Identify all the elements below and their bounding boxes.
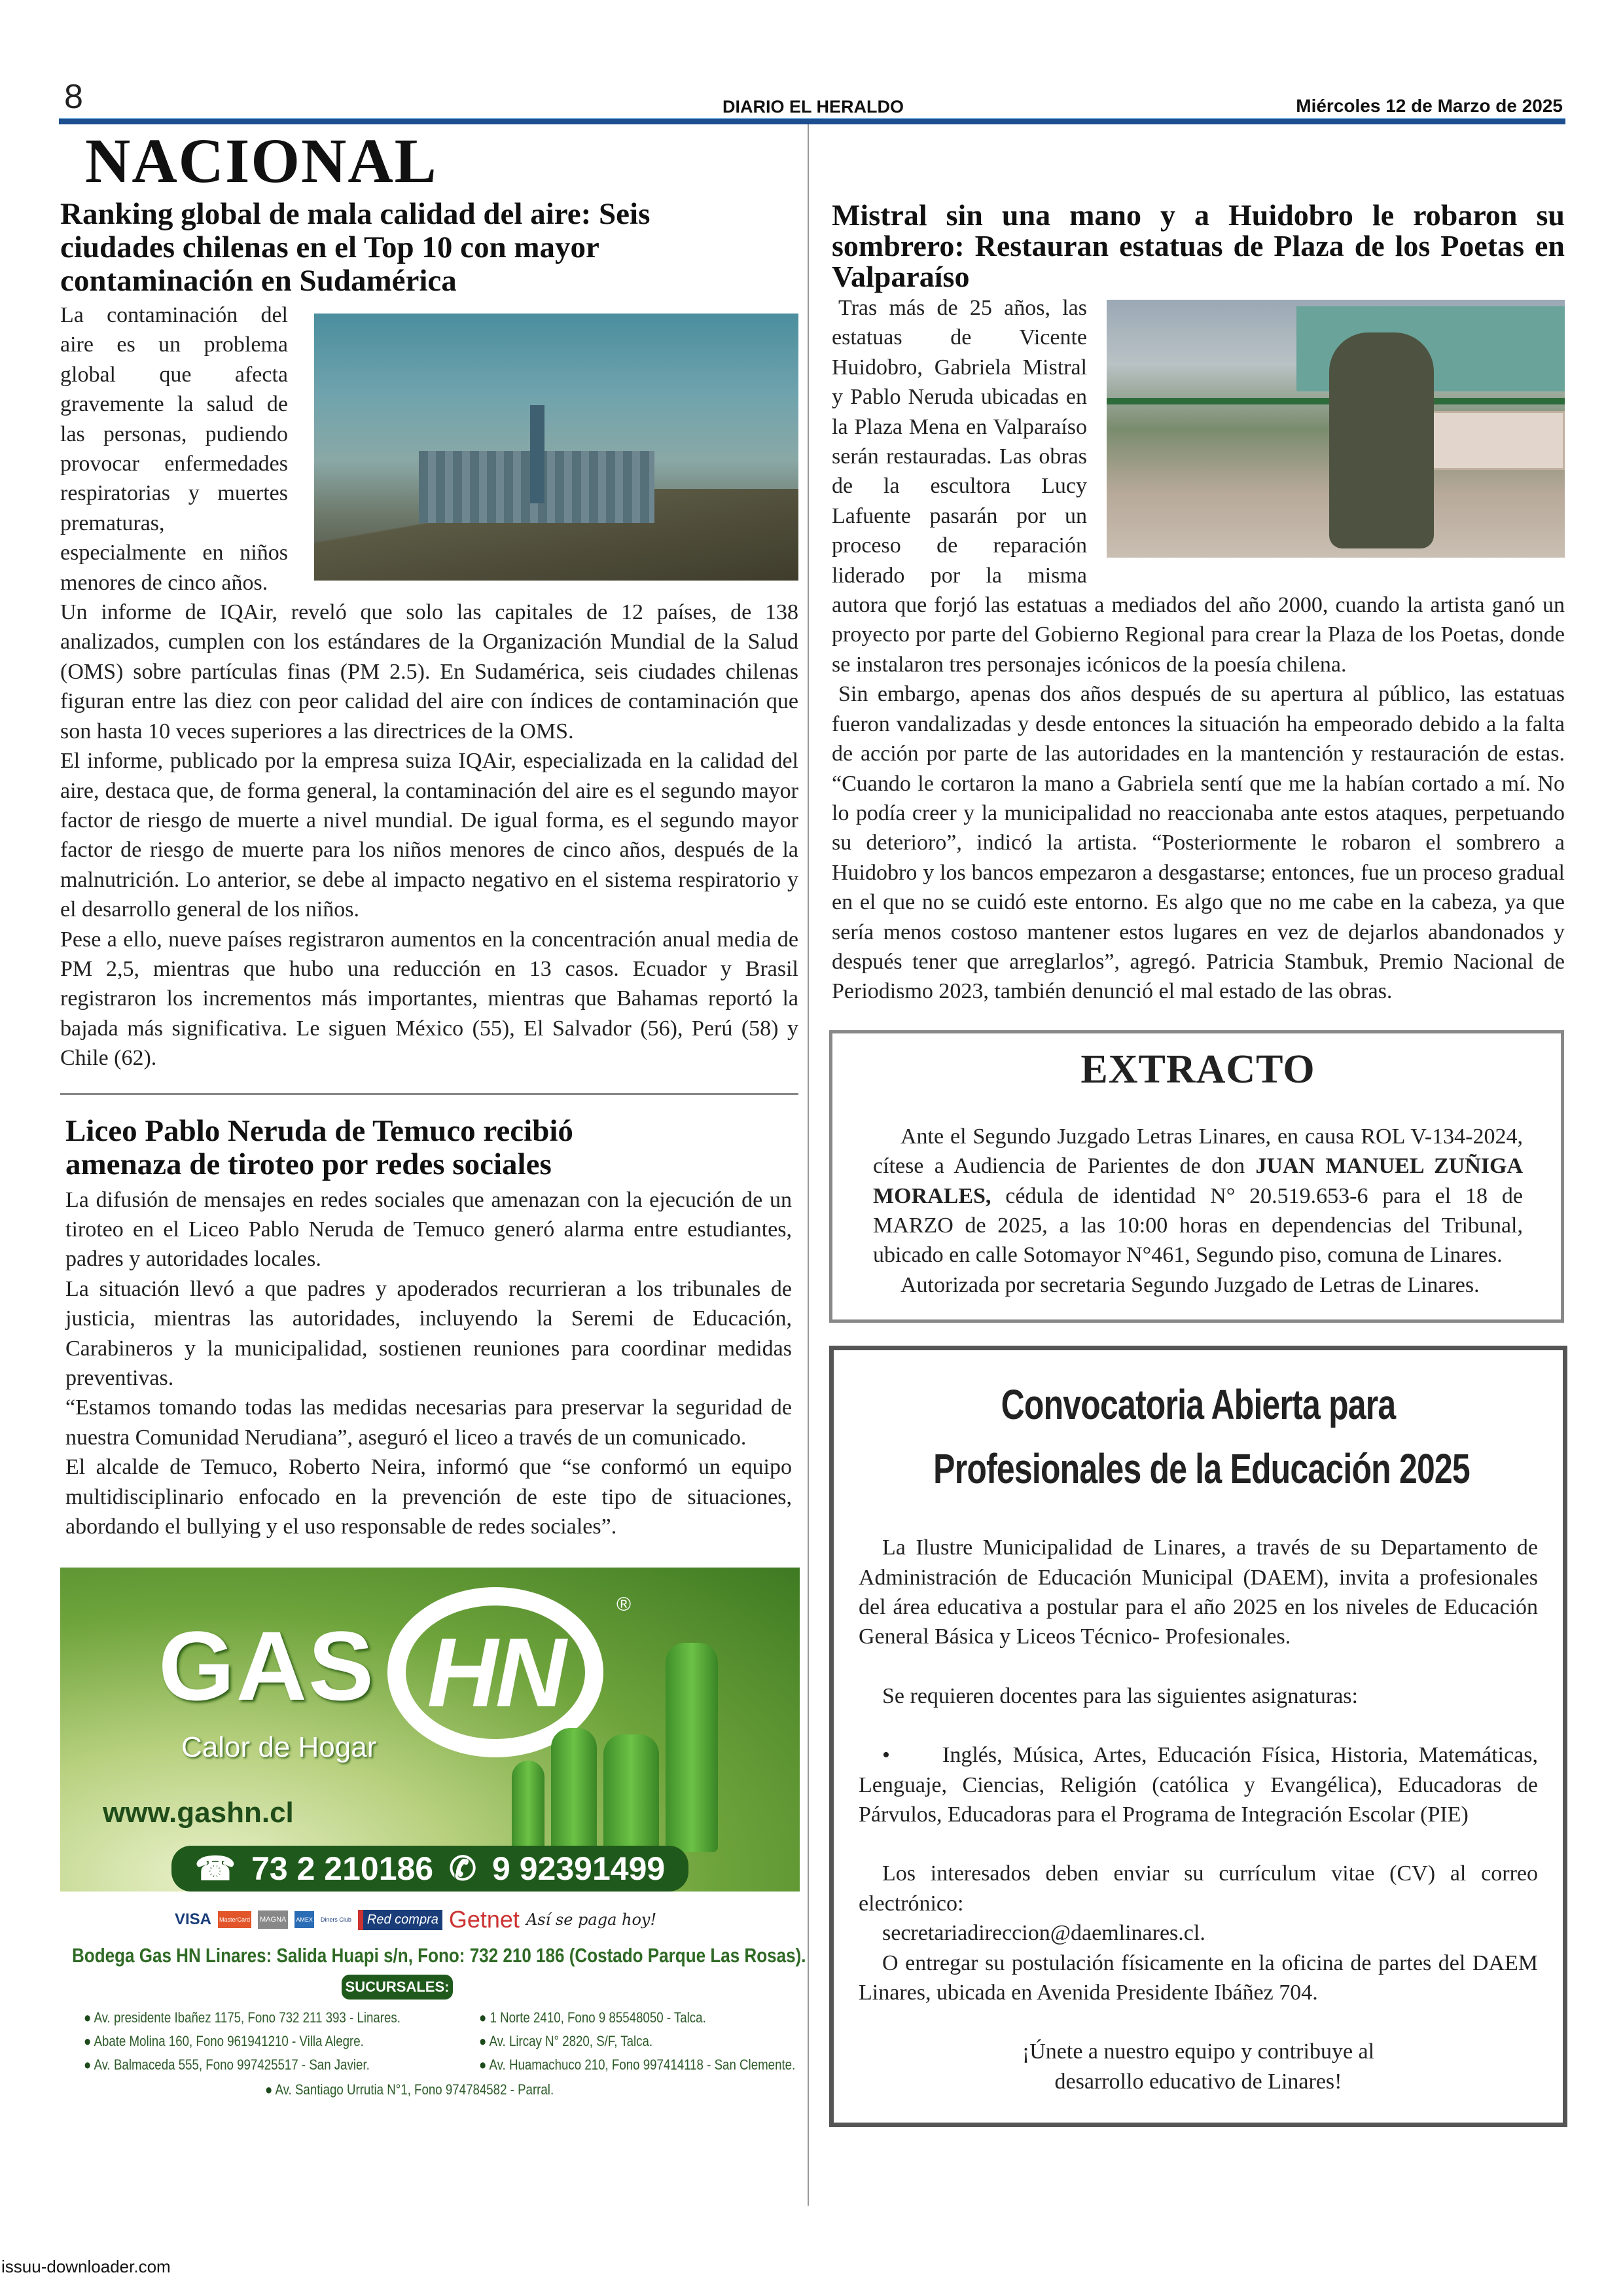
website: www.gashn.cl [103,1797,294,1829]
gas-cylinder-icon [603,1734,659,1852]
branch-item: ● Abate Molina 160, Fono 961941210 - Villa Alegre. [84,2033,401,2050]
paragraph: La situación llevó a que padres y apoderados recurrieran a los tribunales de justicia, mientras las autoridades, incluyendo la Seremi de Educación, Carabineros y la municipalidad, sostienen reuniones para coordinar medidas preventivas. [65,1276,792,1390]
gas-cylinder-icon [512,1761,544,1852]
statue-photo [1107,300,1565,558]
branch-item: ● 1 Norte 2410, Fono 9 85548050 - Talca. [479,2009,795,2026]
redcompra-logo: Red compra [358,1910,442,1930]
visa-logo: VISA [175,1910,212,1929]
bodega-address: Bodega Gas HN Linares: Salida Huapi s/n, Fono: 732 210 186 (Costado Parque Las Rosas). [72,1944,806,1967]
right-column [829,200,1567,2127]
diners-logo: Diners Club [320,1916,351,1924]
left-column [60,126,806,2108]
extracto-paragraph [873,1122,1523,1270]
column-divider [808,124,809,2206]
ad-footer [60,1892,806,2108]
paragraph: El alcalde de Temuco, Roberto Neira, informó que “se conformó un equipo multidisciplinario enfocado en la prevención de este tipo de situaciones, abordando el bullying y el uso responsable de redes sociales”. [65,1455,792,1539]
text: cédula de identidad N° 20.519.653-6 para el 18 de MARZO de 2025, a las 10:00 horas en dependencias del Tribunal, ubicado en calle Sotomayor N°461, Segundo piso, comuna de Linares. [873,1183,1523,1268]
magna-logo: MAGNA [258,1910,288,1929]
payment-tagline: Así se paga hoy! [526,1910,657,1929]
article-headline: Mistral sin una mano y a Huidobro le robaron su sombrero: Restauran estatuas de Plaza de los Poetas en Valparaíso [832,198,1565,293]
article-divider [60,1093,798,1095]
article-liceo-threat [60,1115,798,1542]
getnet-logo: Getnet [448,1906,520,1933]
paragraph: O entregar su postulación físicamente en la oficina de partes del DAEM Linares, ubicada en Avenida Presidente Ibáñez 704. [859,1950,1538,2005]
spacer [859,1652,1538,1681]
slogan: Calor de Hogar [181,1731,377,1764]
sucursales-left [84,2009,456,2080]
branch-item: ● Av. Lircay N° 2820, S/F, Talca. [479,2033,795,2050]
branch-item: ● Av. Balmaceda 555, Fono 997425517 - San Javier. [84,2056,401,2073]
article-headline: Ranking global de mala calidad del aire: Seis ciudades chilenas en el Top 10 con mayor contaminación en Sudamérica [60,197,651,298]
paragraph: Se requieren docentes para las siguientes asignaturas: [882,1683,1358,1708]
spacer [859,1829,1538,1859]
branch-item: ● Av. Huamachuco 210, Fono 997414118 - San Clemente. [479,2056,795,2073]
extracto-title: EXTRACTO [1080,1047,1315,1092]
contact-email[interactable]: secretariadireccion@daemlinares.cl. [882,1921,1205,1946]
brand-gas: GAS [158,1611,376,1721]
subjects-list: Inglés, Música, Artes, Educación Física, Historia, Matemáticas, Lenguaje, Ciencias, Religión (católica y Evangélica), Educadoras de Párvulos, Educadoras para el Programa de Integración Escolar (PIE) [859,1743,1538,1827]
text: Ante el Segundo Juzgado Letras Linares, en causa ROL V-134-2024, cítese a Audiencia de Parientes de don [873,1124,1523,1179]
paragraph: Sin embargo, apenas dos años después de su apertura al público, las estatuas fueron vandalizadas y desde entonces la situación ha empeorado debido a la falta de acción por parte de las autoridades en la mantención y restauración de estas. “Cuando le cortaron la mano a Gabriela sentí que me la habían cortado a mí. No lo podía creer y la municipalidad no reaccionaba ante estos ataques, perpetuando su deterioro”, indicó la artista. “Posteriormente le robaron el sombrero a Huidobro y los bancos empezaron a desgastarse; entonces, fue un proceso gradual en el que no se cuidó este entorno. Es algo que no me cabe en la cabeza, ya que sería menos costoso mantener estos lugares en vez de dejarlos abandonados y después tener que arreglarlos”, agregó. Patricia Stambuk, Premio Nacional de Periodismo 2023, también denunció el mal estado de las obras. [832,682,1565,1004]
header-rule [59,118,1565,124]
paragraph: La difusión de mensajes en redes sociales que amenazan con la ejecución de un tiroteo en el Liceo Pablo Neruda de Temuco generó alarma entre estudiantes, padres y autoridades locales. [65,1187,792,1272]
spacer [859,1711,1538,1740]
section-title: NACIONAL [85,126,438,196]
article-headline: Liceo Pablo Neruda de Temuco recibió amenaza de tiroteo por redes sociales [65,1113,573,1181]
hn-logo: HN [387,1587,603,1757]
paragraph: La Ilustre Municipalidad de Linares, a través de su Departamento de Administración de Educación Municipal (DAEM), invita a profesionales del área educativa a postular para el año 2025 en los niveles de Educación General Básica y Liceos Técnico- Profesionales. [859,1535,1538,1649]
page-number: 8 [64,78,83,116]
convocatoria-title-line1: Convocatoria Abierta para [1001,1381,1396,1429]
paragraph: La contaminación del aire es un problema global que afecta gravemente la salud de las personas, pudiendo provocar enfermedades respiratorias y muertes prematuras, especialmente en niños menores de cinco años. [60,303,288,595]
spacer [859,2007,1538,2037]
paragraph: Un informe de IQAir, reveló que solo las capitales de 12 países, de 138 analizados, cumplen con los estándares de la Organización Mundial de la Salud (OMS) sobre partículas finas (PM 2.5). En Sudamérica, seis ciudades chilenas figuran entre las diez con peor calidad del aire con índices de contaminación que son hasta 10 veces superiores a las directrices de la OMS. [60,600,798,744]
extracto-notice [829,1030,1564,1323]
convocatoria-title-line2: Profesionales de la Educación 2025 [933,1445,1470,1493]
extracto-authorization: Autorizada por secretaria Segundo Juzgado de Letras de Linares. [901,1272,1480,1297]
article-poets-statues [829,200,1565,1007]
telephone-icon: ☎ [194,1850,236,1888]
whatsapp-icon: ✆ [449,1850,477,1888]
paragraph: Pese a ello, nueve países registraron aumentos en la concentración anual media de PM 2,5, mientras que hubo una reducción en 13 casos. Ecuador y Brasil registraron los incrementos más importantes, mientras que Bahamas reportó la bajada más significativa. Le siguen México (55), El Salvador (56), Perú (58) y Chile (62). [60,927,798,1071]
subjects-bullet: • Inglés, Música, Artes, Educación Física, Historia, Matemáticas, Lenguaje, Ciencias, Religión (católica y Evangélica), Educadoras de Párvulos, Educadoras para el Programa de Integración Escolar (PIE) [859,1743,1538,1827]
paragraph: “Estamos tomando todas las medidas necesarias para preservar la seguridad de nuestra Comunidad Nerudiana”, aseguró el liceo a través de un comunicado. [65,1395,792,1450]
gas-cylinder-icon [551,1728,597,1852]
paragraph: Los interesados deben enviar su currículum vitae (CV) al correo electrónico: [859,1861,1538,1916]
paragraph: El informe, publicado por la empresa suiza IQAir, especializada en la calidad del aire, destaca que, de forma general, la contaminación del aire es el segundo mayor factor de riesgo de muerte a nivel mundial. De igual forma, es el segundo mayor factor de riesgo de muerte para los niños menores de cinco años, después de la malnutrición. Lo anterior, se debe al impacto negativo en el sistema respiratorio y el desarrollo general de los niños. [60,749,798,922]
paragraph: Tras más de 25 años, las estatuas de Vicente Huidobro, Gabriela Mistral y Pablo Neruda ubicadas en la Plaza Mena en Valparaíso serán restauradas. Las obras de la escultora Lucy Lafuente pasarán por un proceso de reparación liderado por la misma autora que forjó las estatuas a mediados del año 2000, cuando la artista ganó un proyecto por parte del Gobierno Regional para crear la Plaza de los Poetas, donde se instalaron tres personajes icónicos de la poesía chilena. [832,296,1565,677]
article-air-quality [60,198,798,1073]
sucursales-label: SUCURSALES: [342,1975,453,2000]
sucursal-center [265,2081,605,2105]
phone-bar [171,1846,688,1892]
payment-logos [175,1906,656,1933]
person-name: JUAN MANUEL ZUÑIGA MORALES, [873,1154,1523,1208]
registered-mark: ® [616,1594,632,1616]
smog-city-photo [314,314,798,581]
branch-item: ● Av. Santiago Urrutia N°1, Fono 974784582 - Parral. [265,2081,554,2098]
convocatoria-notice [829,1346,1567,2127]
newspaper-name: DIARIO EL HERALDO [722,97,904,117]
issue-date: Miércoles 12 de Marzo de 2025 [1296,96,1563,116]
gas-hn-advertisement [60,1568,800,1892]
branch-item: ● Av. presidente Ibañez 1175, Fono 732 211 393 - Linares. [84,2009,401,2026]
closing-line: ¡Únete a nuestro equipo y contribuye al desarrollo educativo de Linares! [1022,2039,1375,2094]
phone-number: 73 2 210186 [251,1850,434,1888]
whatsapp-number: 9 92391499 [492,1850,666,1888]
gas-cylinder-icon [666,1643,718,1852]
mastercard-logo: MasterCard [218,1911,251,1928]
footer-watermark: issuu-downloader.com [1,2257,171,2276]
sucursales-right [479,2009,851,2080]
amex-logo: AMEX [294,1911,314,1928]
